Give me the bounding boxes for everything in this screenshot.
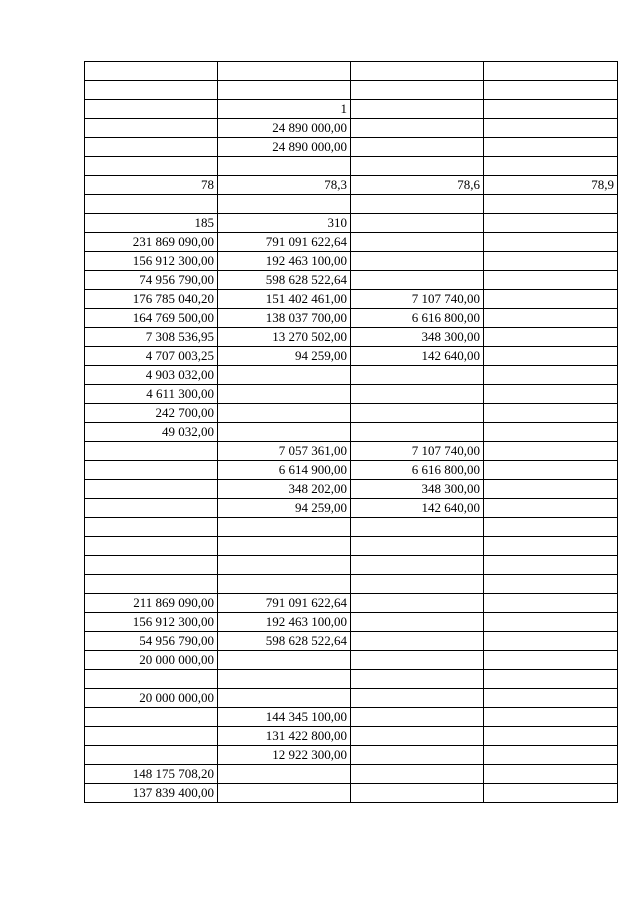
- table-cell: [351, 271, 484, 290]
- table-cell: [351, 195, 484, 214]
- table-cell: 348 300,00: [351, 328, 484, 347]
- table-cell: [85, 100, 218, 119]
- table-cell: [351, 689, 484, 708]
- table-cell: [484, 385, 618, 404]
- table-row: [85, 81, 618, 100]
- table-cell: 78: [85, 176, 218, 195]
- table-cell: 78,6: [351, 176, 484, 195]
- table-cell: [351, 62, 484, 81]
- table-cell: [484, 423, 618, 442]
- table-cell: [85, 81, 218, 100]
- table-cell: [484, 290, 618, 309]
- table-cell: [85, 556, 218, 575]
- table-cell: 142 640,00: [351, 347, 484, 366]
- table-cell: [484, 461, 618, 480]
- table-cell: [484, 195, 618, 214]
- table-cell: [484, 233, 618, 252]
- table-cell: [484, 442, 618, 461]
- table-cell: [484, 765, 618, 784]
- table-cell: [484, 404, 618, 423]
- table-cell: 12 922 300,00: [218, 746, 351, 765]
- table-cell: 242 700,00: [85, 404, 218, 423]
- table-cell: [484, 594, 618, 613]
- table-cell: [85, 195, 218, 214]
- spreadsheet-page: [84, 61, 616, 803]
- table-cell: [85, 537, 218, 556]
- data-table: [84, 61, 618, 803]
- table-row: [85, 214, 618, 233]
- table-cell: [218, 575, 351, 594]
- table-cell: [484, 214, 618, 233]
- table-cell: [85, 575, 218, 594]
- table-cell: 1: [218, 100, 351, 119]
- table-cell: [351, 214, 484, 233]
- table-row: [85, 689, 618, 708]
- table-cell: [351, 708, 484, 727]
- table-cell: 7 107 740,00: [351, 290, 484, 309]
- table-cell: [351, 385, 484, 404]
- table-row: [85, 385, 618, 404]
- table-cell: [351, 100, 484, 119]
- table-cell: [351, 119, 484, 138]
- table-cell: 4 903 032,00: [85, 366, 218, 385]
- table-cell: 131 422 800,00: [218, 727, 351, 746]
- table-row: [85, 480, 618, 499]
- table-cell: [218, 670, 351, 689]
- table-row: [85, 746, 618, 765]
- table-cell: [218, 784, 351, 803]
- table-row: [85, 119, 618, 138]
- table-cell: 598 628 522,64: [218, 271, 351, 290]
- table-row: [85, 651, 618, 670]
- table-row: [85, 537, 618, 556]
- table-cell: [484, 708, 618, 727]
- table-cell: [351, 613, 484, 632]
- table-cell: 13 270 502,00: [218, 328, 351, 347]
- table-cell: [218, 651, 351, 670]
- table-cell: 791 091 622,64: [218, 594, 351, 613]
- table-cell: 6 616 800,00: [351, 461, 484, 480]
- table-cell: 156 912 300,00: [85, 252, 218, 271]
- table-cell: [351, 746, 484, 765]
- table-cell: [351, 670, 484, 689]
- table-cell: 348 300,00: [351, 480, 484, 499]
- table-cell: 20 000 000,00: [85, 689, 218, 708]
- table-cell: 7 107 740,00: [351, 442, 484, 461]
- table-cell: [351, 404, 484, 423]
- table-cell: [351, 81, 484, 100]
- table-cell: [85, 499, 218, 518]
- table-row: [85, 784, 618, 803]
- table-cell: 144 345 100,00: [218, 708, 351, 727]
- table-cell: 4 707 003,25: [85, 347, 218, 366]
- table-cell: [484, 499, 618, 518]
- table-cell: 54 956 790,00: [85, 632, 218, 651]
- table-cell: [218, 556, 351, 575]
- table-cell: [351, 784, 484, 803]
- table-cell: [218, 366, 351, 385]
- table-row: [85, 556, 618, 575]
- table-cell: [351, 423, 484, 442]
- table-cell: [351, 651, 484, 670]
- table-cell: [218, 157, 351, 176]
- table-cell: 791 091 622,64: [218, 233, 351, 252]
- table-row: [85, 176, 618, 195]
- table-cell: [218, 81, 351, 100]
- table-cell: [351, 594, 484, 613]
- table-cell: 151 402 461,00: [218, 290, 351, 309]
- table-row: [85, 613, 618, 632]
- table-cell: [218, 62, 351, 81]
- table-cell: 74 956 790,00: [85, 271, 218, 290]
- table-cell: 211 869 090,00: [85, 594, 218, 613]
- table-cell: [85, 708, 218, 727]
- table-cell: 7 308 536,95: [85, 328, 218, 347]
- table-cell: [484, 784, 618, 803]
- table-row: [85, 461, 618, 480]
- table-cell: [484, 366, 618, 385]
- table-cell: [85, 746, 218, 765]
- table-cell: [484, 518, 618, 537]
- table-cell: [351, 556, 484, 575]
- table-cell: [351, 765, 484, 784]
- table-cell: 137 839 400,00: [85, 784, 218, 803]
- table-cell: [484, 138, 618, 157]
- table-row: [85, 252, 618, 271]
- table-cell: 156 912 300,00: [85, 613, 218, 632]
- table-cell: 348 202,00: [218, 480, 351, 499]
- table-cell: [85, 461, 218, 480]
- table-cell: [351, 727, 484, 746]
- table-row: [85, 708, 618, 727]
- table-cell: 78,3: [218, 176, 351, 195]
- table-cell: [85, 157, 218, 176]
- table-row: [85, 290, 618, 309]
- table-cell: 6 616 800,00: [351, 309, 484, 328]
- table-cell: [85, 138, 218, 157]
- table-cell: [484, 575, 618, 594]
- table-cell: [484, 556, 618, 575]
- table-cell: [218, 765, 351, 784]
- table-cell: [85, 727, 218, 746]
- table-cell: 20 000 000,00: [85, 651, 218, 670]
- table-row: [85, 518, 618, 537]
- table-cell: [218, 537, 351, 556]
- table-cell: [85, 62, 218, 81]
- table-cell: 49 032,00: [85, 423, 218, 442]
- table-cell: [351, 233, 484, 252]
- table-cell: [484, 271, 618, 290]
- table-cell: [351, 157, 484, 176]
- table-cell: 94 259,00: [218, 347, 351, 366]
- table-cell: 185: [85, 214, 218, 233]
- table-row: [85, 499, 618, 518]
- table-cell: [484, 670, 618, 689]
- table-cell: 148 175 708,20: [85, 765, 218, 784]
- table-row: [85, 328, 618, 347]
- table-cell: [484, 651, 618, 670]
- table-row: [85, 138, 618, 157]
- table-row: [85, 366, 618, 385]
- table-row: [85, 347, 618, 366]
- table-cell: [218, 423, 351, 442]
- table-cell: [484, 252, 618, 271]
- table-cell: [218, 385, 351, 404]
- table-row: [85, 271, 618, 290]
- table-cell: [351, 252, 484, 271]
- table-cell: [484, 119, 618, 138]
- table-cell: [85, 518, 218, 537]
- table-cell: 310: [218, 214, 351, 233]
- table-cell: [484, 632, 618, 651]
- table-cell: 142 640,00: [351, 499, 484, 518]
- table-cell: [351, 518, 484, 537]
- table-cell: 164 769 500,00: [85, 309, 218, 328]
- table-cell: [85, 119, 218, 138]
- table-cell: [351, 632, 484, 651]
- table-cell: [484, 746, 618, 765]
- table-row: [85, 157, 618, 176]
- table-row: [85, 727, 618, 746]
- table-cell: 176 785 040,20: [85, 290, 218, 309]
- table-cell: [351, 138, 484, 157]
- table-cell: [484, 100, 618, 119]
- table-cell: 24 890 000,00: [218, 119, 351, 138]
- table-cell: 7 057 361,00: [218, 442, 351, 461]
- table-cell: [351, 366, 484, 385]
- table-row: [85, 62, 618, 81]
- table-cell: [484, 62, 618, 81]
- table-cell: 192 463 100,00: [218, 252, 351, 271]
- table-row: [85, 100, 618, 119]
- table-cell: [484, 727, 618, 746]
- table-cell: [218, 195, 351, 214]
- table-cell: [85, 442, 218, 461]
- table-row: [85, 442, 618, 461]
- table-cell: 138 037 700,00: [218, 309, 351, 328]
- table-cell: [484, 537, 618, 556]
- table-cell: 231 869 090,00: [85, 233, 218, 252]
- table-cell: 94 259,00: [218, 499, 351, 518]
- table-row: [85, 575, 618, 594]
- table-cell: [351, 537, 484, 556]
- table-row: [85, 423, 618, 442]
- table-cell: [218, 404, 351, 423]
- table-row: [85, 670, 618, 689]
- table-body: [85, 62, 618, 803]
- table-cell: 4 611 300,00: [85, 385, 218, 404]
- table-cell: [484, 689, 618, 708]
- table-cell: [484, 328, 618, 347]
- table-cell: 192 463 100,00: [218, 613, 351, 632]
- table-row: [85, 632, 618, 651]
- table-cell: [351, 575, 484, 594]
- table-cell: [484, 613, 618, 632]
- table-row: [85, 233, 618, 252]
- table-cell: [484, 309, 618, 328]
- table-cell: [484, 157, 618, 176]
- table-cell: [218, 518, 351, 537]
- table-cell: [85, 670, 218, 689]
- table-cell: [85, 480, 218, 499]
- table-row: [85, 309, 618, 328]
- table-cell: [484, 480, 618, 499]
- table-cell: [218, 689, 351, 708]
- table-cell: [484, 347, 618, 366]
- table-cell: [484, 81, 618, 100]
- table-row: [85, 594, 618, 613]
- table-row: [85, 195, 618, 214]
- table-cell: 6 614 900,00: [218, 461, 351, 480]
- table-row: [85, 765, 618, 784]
- table-cell: 598 628 522,64: [218, 632, 351, 651]
- table-cell: 78,9: [484, 176, 618, 195]
- table-cell: 24 890 000,00: [218, 138, 351, 157]
- table-row: [85, 404, 618, 423]
